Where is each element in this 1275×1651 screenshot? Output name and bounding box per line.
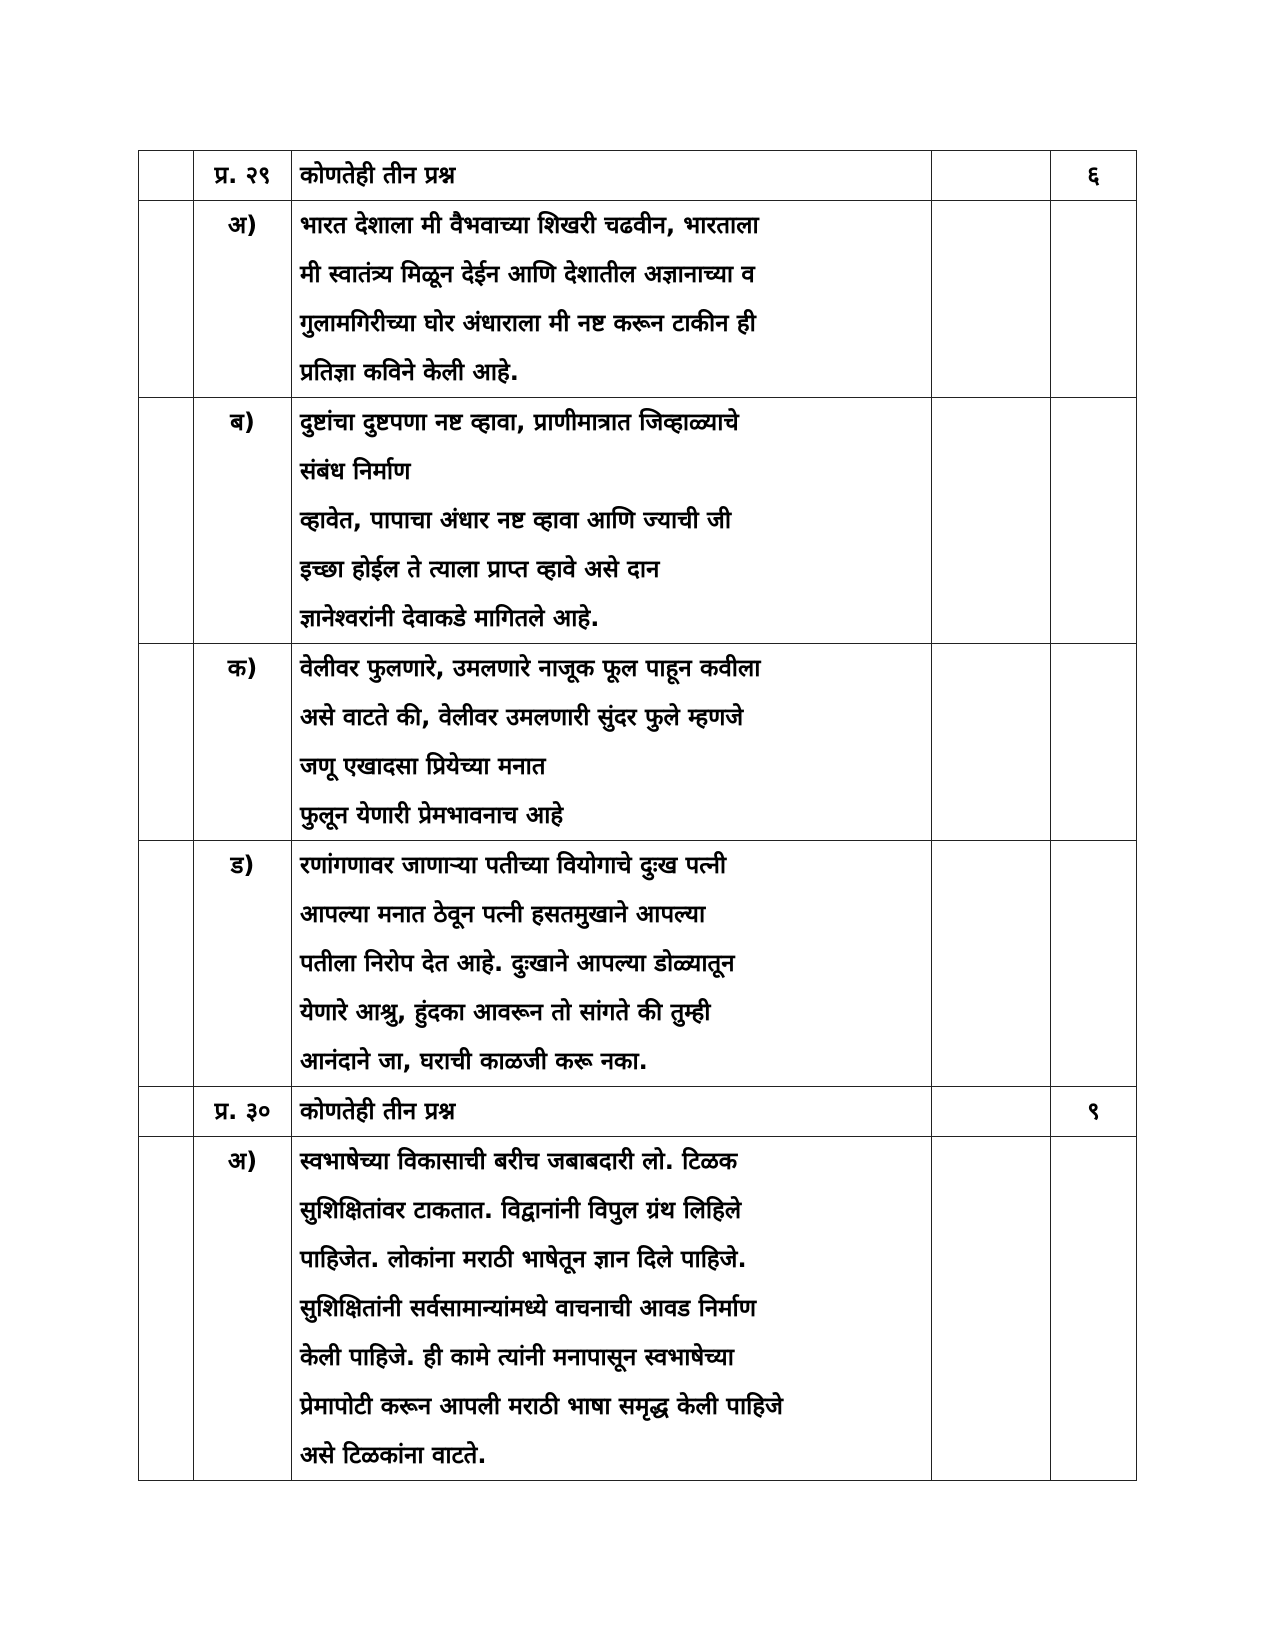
- blank-cell: [932, 1087, 1051, 1137]
- blank-cell: [139, 398, 194, 644]
- answer-label: ड): [194, 841, 292, 1087]
- answer-text: [292, 398, 932, 644]
- answer-label: क): [194, 644, 292, 841]
- answer-row-k: [139, 644, 1137, 841]
- answer-line: पतीला निरोप देत आहे. दुःखाने आपल्या डोळ्यातून: [300, 949, 735, 977]
- answer-line: पाहिजेत. लोकांना मराठी भाषेतून ज्ञान दिले पाहिजे.: [300, 1245, 747, 1273]
- blank-cell: [932, 151, 1051, 201]
- answer-line: रणांगणावर जाणाऱ्या पतीच्या वियोगाचे दुःख पत्नी: [300, 851, 727, 879]
- blank-cell: [139, 841, 194, 1087]
- blank-cell: [932, 201, 1051, 398]
- answer-line: भारत देशाला मी वैभवाच्या शिखरी चढवीन, भारताला: [300, 211, 759, 239]
- answer-line: सुशिक्षितांनी सर्वसामान्यांमध्ये वाचनाची आवड निर्माण: [300, 1294, 757, 1322]
- answer-line: संबंध निर्माण: [300, 457, 411, 485]
- answer-key-table: [138, 150, 1137, 1481]
- answer-line: ज्ञानेश्वरांनी देवाकडे मागितले आहे.: [300, 604, 600, 632]
- blank-cell: [1051, 841, 1137, 1087]
- answer-line: प्रतिज्ञा कविने केली आहे.: [300, 358, 519, 386]
- answer-text: [292, 644, 932, 841]
- answer-line: असे वाटते की, वेलीवर उमलणारी सुंदर फुले म्हणजे: [300, 703, 744, 731]
- question-instruction: कोणतेही तीन प्रश्न: [292, 1087, 932, 1137]
- blank-cell: [139, 201, 194, 398]
- question-row-30: [139, 1087, 1137, 1137]
- answer-line: जणू एखादसा प्रियेच्या मनात: [300, 752, 546, 780]
- question-row-29: [139, 151, 1137, 201]
- blank-cell: [139, 1137, 194, 1481]
- blank-cell: [932, 1137, 1051, 1481]
- answer-line: असे टिळकांना वाटते.: [300, 1441, 487, 1469]
- blank-cell: [139, 644, 194, 841]
- answer-line: दुष्टांचा दुष्टपणा नष्ट व्हावा, प्राणीमात्रात जिव्हाळ्याचे: [300, 408, 739, 436]
- answer-line: फुलून येणारी प्रेमभावनाच आहे: [300, 801, 564, 829]
- answer-text: [292, 1137, 932, 1481]
- answer-line: सुशिक्षितांवर टाकतात. विद्वानांनी विपुल ग्रंथ लिहिले: [300, 1196, 742, 1224]
- blank-cell: [932, 398, 1051, 644]
- answer-text: [292, 841, 932, 1087]
- answer-label: अ): [194, 1137, 292, 1481]
- blank-cell: [139, 151, 194, 201]
- blank-cell: [932, 644, 1051, 841]
- question-marks: ६: [1051, 151, 1137, 201]
- answer-row-b: [139, 398, 1137, 644]
- answer-row-d: [139, 841, 1137, 1087]
- answer-line: येणारे आश्रु, हुंदका आवरून तो सांगते की तुम्ही: [300, 998, 711, 1026]
- blank-cell: [1051, 644, 1137, 841]
- answer-line: मी स्वातंत्र्य मिळून देईन आणि देशातील अज्ञानाच्या व: [300, 260, 755, 288]
- answer-row-a: [139, 1137, 1137, 1481]
- question-instruction: कोणतेही तीन प्रश्न: [292, 151, 932, 201]
- question-number: प्र. ३०: [194, 1087, 292, 1137]
- answer-label: अ): [194, 201, 292, 398]
- answer-line: आपल्या मनात ठेवून पत्नी हसतमुखाने आपल्या: [300, 900, 706, 928]
- blank-cell: [1051, 201, 1137, 398]
- answer-text: [292, 201, 932, 398]
- blank-cell: [139, 1087, 194, 1137]
- question-marks: ९: [1051, 1087, 1137, 1137]
- answer-line: गुलामगिरीच्या घोर अंधाराला मी नष्ट करून टाकीन ही: [300, 309, 756, 337]
- question-number: प्र. २९: [194, 151, 292, 201]
- answer-row-a: [139, 201, 1137, 398]
- answer-line: व्हावेत, पापाचा अंधार नष्ट व्हावा आणि ज्याची जी: [300, 506, 732, 534]
- answer-line: आनंदाने जा, घराची काळजी करू नका.: [300, 1047, 648, 1075]
- answer-line: वेलीवर फुलणारे, उमलणारे नाजूक फूल पाहून कवीला: [300, 654, 761, 682]
- blank-cell: [932, 841, 1051, 1087]
- answer-label: ब): [194, 398, 292, 644]
- answer-line: प्रेमापोटी करून आपली मराठी भाषा समृद्ध केली पाहिजे: [300, 1392, 783, 1420]
- answer-line: केली पाहिजे. ही कामे त्यांनी मनापासून स्वभाषेच्या: [300, 1343, 734, 1371]
- answer-line: इच्छा होईल ते त्याला प्राप्त व्हावे असे दान: [300, 555, 660, 583]
- blank-cell: [1051, 1137, 1137, 1481]
- answer-line: स्वभाषेच्या विकासाची बरीच जबाबदारी लो. टिळक: [300, 1147, 738, 1175]
- blank-cell: [1051, 398, 1137, 644]
